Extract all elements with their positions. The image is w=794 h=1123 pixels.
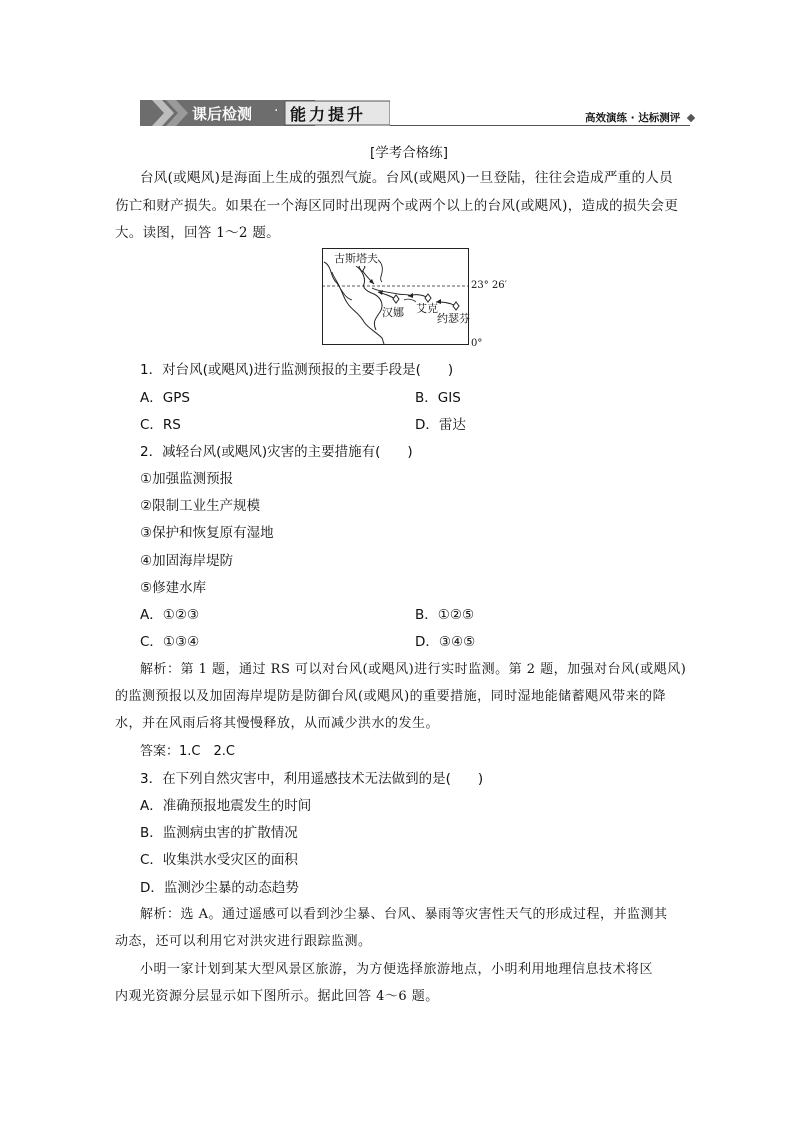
q2-option-b: B．①②⑤ [415, 607, 475, 623]
q2-item-2: ②限制工业生产规模 [140, 498, 261, 514]
analysis1-line-2: 的监测预报以及加固海岸堤防是防御台风(或飓风)的重要措施，同时湿地能储蓄飓风带来的降 [115, 689, 667, 704]
answer1: 答案：1.C 2.C [140, 744, 235, 759]
banner-separator: · [274, 103, 279, 119]
q1-option-a: A．GPS [140, 390, 190, 406]
label-ike: 艾克 [416, 302, 438, 315]
q2-item-4: ④加固海岸堤防 [140, 553, 234, 569]
q1-option-d: D．雷达 [415, 417, 466, 433]
analysis1-line-1: 解析：第 1 题，通过 RS 可以对台风(或飓风)进行实时监测。第 2 题，加强对台风(或飓风) [140, 662, 687, 677]
analysis2-line-2: 动态，还可以利用它对洪灾进行跟踪监测。 [115, 934, 372, 949]
intro2-line-1: 小明一家计划到某大型风景区旅游，为方便选择旅游地点，小明利用地理信息技术将区 [140, 962, 654, 977]
q1-option-c: C．RS [140, 417, 181, 433]
q3-stem: 3．在下列自然灾害中，利用遥感技术无法做到的是( ) [140, 771, 484, 787]
q2-item-1: ①加强监测预报 [140, 471, 234, 487]
q2-stem: 2．减轻台风(或飓风)灾害的主要措施有( ) [140, 444, 413, 460]
q3-option-a: A．准确预报地震发生的时间 [140, 798, 312, 814]
label-gustav: 古斯塔夫 [334, 252, 378, 265]
label-hanna: 汉娜 [382, 306, 404, 319]
q1-option-b: B．GIS [415, 390, 461, 406]
q1-stem: 1．对台风(或飓风)进行监测预报的主要手段是( ) [140, 362, 454, 378]
q2-option-c: C．①③④ [140, 634, 200, 650]
label-josephine: 约瑟芬 [437, 312, 470, 325]
diamond-icon [686, 114, 694, 122]
q3-option-c: C．收集洪水受灾区的面积 [140, 852, 298, 868]
hurricane-map [322, 248, 512, 352]
banner-section-label: 课后检测 [192, 105, 253, 123]
intro-line-3: 大。读图，回答 1～2 题。 [115, 225, 280, 241]
label-equator-latitude: 0° [471, 338, 483, 349]
label-tropic-latitude: 23° 26′ [471, 280, 507, 291]
q2-item-5: ⑤修建水库 [140, 580, 207, 596]
section-title: [学考合格练] [370, 145, 449, 161]
intro-line-2: 伤亡和财产损失。如果在一个海区同时出现两个或两个以上的台风(或飓风)，造成的损失会更 [115, 198, 679, 214]
banner-highlight-label: 能力提升 [290, 105, 367, 124]
q2-item-3: ③保护和恢复原有湿地 [140, 525, 274, 541]
header-banner [140, 100, 390, 126]
intro-line-1: 台风(或飓风)是海面上生成的强烈气旋。台风(或飓风)一旦登陆，往往会造成严重的人员 [140, 170, 673, 186]
analysis2-line-1: 解析：选 A。通过遥感可以看到沙尘暴、台风、暴雨等灾害性天气的形成过程，并监测其 [140, 907, 668, 922]
intro2-line-2: 内观光资源分层显示如下图所示。据此回答 4～6 题。 [115, 989, 439, 1004]
q3-option-d: D．监测沙尘暴的动态趋势 [140, 880, 299, 896]
q3-option-b: B．监测病虫害的扩散情况 [140, 825, 298, 841]
header-right-label: 高效演练 · 达标测评 [585, 110, 694, 125]
analysis1-line-3: 水，并在风雨后将其慢慢释放，从而减少洪水的发生。 [115, 716, 440, 731]
q2-option-a: A．①②③ [140, 607, 200, 623]
header-rule [390, 125, 690, 126]
q2-option-d: D．③④⑤ [415, 634, 476, 650]
